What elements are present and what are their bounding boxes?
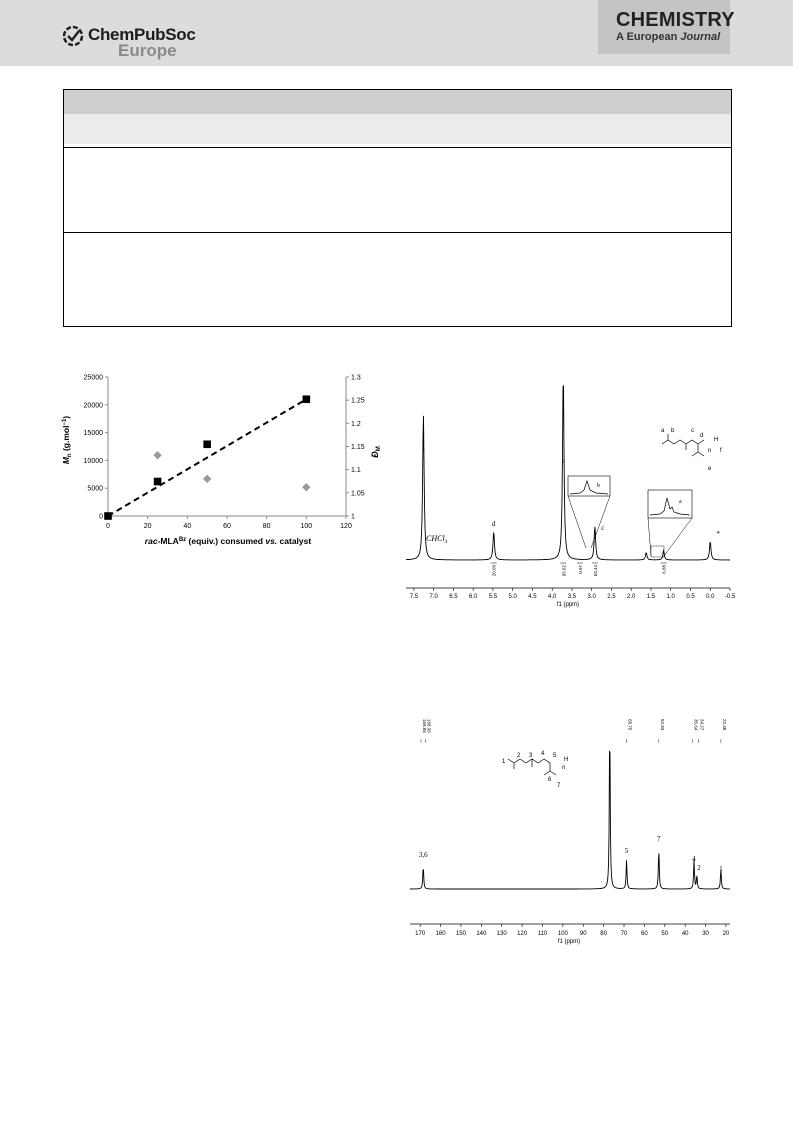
y2-tick-label: 1.1 <box>351 467 361 475</box>
x-tick-label: 20 <box>143 523 152 530</box>
x-tick-label: 2.5 <box>607 594 616 600</box>
inset-a-region <box>651 546 664 557</box>
svg-text:n: n <box>562 765 566 771</box>
publisher-sub: Europe <box>118 41 177 60</box>
x-tick-label: 100 <box>300 523 313 530</box>
peak-label: 3,6 <box>418 851 428 859</box>
x-tick-label: 0.0 <box>706 594 715 600</box>
x-tick-label: -0.5 <box>724 594 736 600</box>
x-axis-label: rac-$MLA^{Bz}$ (equiv.) consumed vs. catalyst <box>144 536 312 546</box>
x-axis-label: f1 (ppm) <box>556 602 580 608</box>
svg-text:5: 5 <box>553 753 557 759</box>
peak-label: 5 <box>624 847 629 855</box>
svg-text:e: e <box>708 466 712 472</box>
y-tick-label: 20000 <box>83 402 103 410</box>
publisher-logo-icon <box>62 25 84 47</box>
x-tick-label: 7.0 <box>429 594 438 600</box>
x-tick-label: 7.5 <box>409 594 419 600</box>
polymer-structure <box>661 428 722 472</box>
y2-tick-label: 1.25 <box>351 397 365 405</box>
inset-a-box <box>648 490 692 518</box>
svg-text:H: H <box>564 757 569 763</box>
svg-text:n: n <box>708 448 712 454</box>
x-tick-label: 5.5 <box>488 594 498 600</box>
y-tick-label: 25000 <box>83 374 103 382</box>
x-tick-label: 170 <box>415 931 426 937</box>
x-tick-label: 150 <box>455 931 466 937</box>
data-table <box>63 89 732 327</box>
x-tick-label: 140 <box>476 931 487 937</box>
peak-shift-label: 168.38 <box>426 719 432 733</box>
svg-text:7: 7 <box>557 783 561 789</box>
x-tick-label: 80 <box>600 931 607 937</box>
inset-b-label: b <box>597 483 600 489</box>
svg-text:H: H <box>714 437 719 443</box>
x-tick-label: 70 <box>620 931 628 937</box>
mn-point <box>154 478 162 486</box>
peak-label: 2 <box>697 864 701 872</box>
table-row <box>64 148 731 232</box>
integral-value: 63.44 <box>592 565 598 577</box>
x-tick-label: 0 <box>106 523 110 530</box>
x-tick-label: 6.5 <box>449 594 458 600</box>
trendline <box>108 399 306 516</box>
x-tick-label: 3.5 <box>567 594 577 600</box>
x-tick-label: 90 <box>579 931 587 937</box>
peak-label: 1 <box>719 865 723 873</box>
x-tick-label: 6.0 <box>468 594 478 600</box>
x-tick-label: 60 <box>641 931 648 937</box>
svg-text:4: 4 <box>541 751 545 757</box>
y2-axis-label: $Đ_M$ <box>370 446 382 458</box>
svg-text:f: f <box>720 448 722 454</box>
y-tick-label: 15000 <box>83 430 103 438</box>
x-tick-label: 80 <box>262 523 271 530</box>
x-tick-label: 2.0 <box>627 594 636 600</box>
x-tick-label: 5.0 <box>508 594 517 600</box>
peak-shift-label: 22.48 <box>721 719 727 731</box>
mn-dispersity-chart <box>60 362 380 550</box>
table-row <box>64 233 731 326</box>
integral-value: 6.88 <box>661 565 667 574</box>
inset-a-zoom-lines <box>648 518 692 556</box>
y-axis-label: $M_n$ (g.mol$^{-1}$) <box>61 415 73 465</box>
spectrum-trace <box>406 385 730 560</box>
y-tick-label: 5000 <box>87 485 103 493</box>
dispersity-point <box>153 451 161 459</box>
x-tick-label: 1.0 <box>666 594 675 600</box>
peak-label: d <box>491 520 496 528</box>
polymer-structure <box>502 751 568 789</box>
x-tick-label: 130 <box>496 931 507 937</box>
y2-tick-label: 1 <box>351 513 355 521</box>
integral-value: 0.97 <box>577 565 583 574</box>
inset-b-zoom-lines <box>568 496 610 548</box>
publisher-name: ChemPubSoc <box>88 25 196 44</box>
x-tick-label: 160 <box>435 931 446 937</box>
x-tick-label: 60 <box>223 523 231 530</box>
peak-label: 7 <box>657 835 661 843</box>
peak-label: * <box>716 530 720 538</box>
solvent-label: CHCl$_3$ <box>426 534 448 545</box>
x-tick-label: 0.5 <box>686 594 695 600</box>
dispersity-point <box>302 483 310 491</box>
svg-text:3: 3 <box>529 753 533 759</box>
x-tick-label: 4.0 <box>548 594 557 600</box>
svg-text:2: 2 <box>517 753 521 759</box>
table-subheader-row <box>64 114 731 144</box>
peak-shift-label: 68.75 <box>627 719 633 731</box>
y2-tick-label: 1.3 <box>351 374 361 382</box>
peak-shift-label: 34.27 <box>699 719 705 731</box>
h1-nmr-spectrum <box>398 360 740 610</box>
y2-tick-label: 1.2 <box>351 420 361 428</box>
x-tick-label: 4.5 <box>528 594 537 600</box>
x-tick-label: 50 <box>661 931 669 937</box>
peak-label: 4 <box>692 855 696 863</box>
svg-text:b: b <box>671 428 675 434</box>
x-tick-label: 120 <box>340 523 352 530</box>
svg-text:d: d <box>700 433 704 439</box>
peak-shift-label: 35.64 <box>693 719 699 731</box>
page-header <box>0 0 793 66</box>
integral-value: 95.62 <box>561 565 567 577</box>
peak-shift-label: 168.65 <box>422 719 428 733</box>
mn-point <box>203 440 211 448</box>
y2-tick-label: 1.15 <box>351 444 365 451</box>
svg-text:6: 6 <box>548 777 552 783</box>
spectrum-trace <box>410 751 730 889</box>
c13-nmr-spectrum <box>398 717 740 947</box>
x-tick-label: 40 <box>183 523 192 530</box>
y2-tick-label: 1.05 <box>351 490 365 498</box>
peak-label: c <box>601 524 605 532</box>
y-tick-label: 0 <box>99 513 103 521</box>
x-tick-label: 3.0 <box>587 594 596 600</box>
dispersity-point <box>203 475 211 483</box>
table-header-row <box>64 90 731 114</box>
mn-point <box>303 395 311 403</box>
inset-a-label: a <box>679 499 682 505</box>
integral-value: 20.09 <box>491 565 497 577</box>
journal-subtitle: A European Journal <box>616 31 721 43</box>
x-tick-label: 40 <box>681 931 689 937</box>
mn-point <box>104 512 112 520</box>
x-tick-label: 100 <box>557 931 568 937</box>
journal-title: CHEMISTRY <box>616 9 735 31</box>
peak-label: e <box>561 457 565 465</box>
peak-shift-label: 52.93 <box>659 719 665 731</box>
svg-text:1: 1 <box>502 759 506 765</box>
svg-text:a: a <box>661 428 665 434</box>
x-tick-label: 120 <box>517 931 528 937</box>
x-tick-label: 110 <box>537 931 548 937</box>
x-tick-label: 1.5 <box>646 594 656 600</box>
x-tick-label: 20 <box>722 931 730 937</box>
y-tick-label: 10000 <box>83 457 103 465</box>
x-axis-label: f1 (ppm) <box>557 939 581 945</box>
x-tick-label: 30 <box>702 931 709 937</box>
svg-text:c: c <box>691 428 694 434</box>
